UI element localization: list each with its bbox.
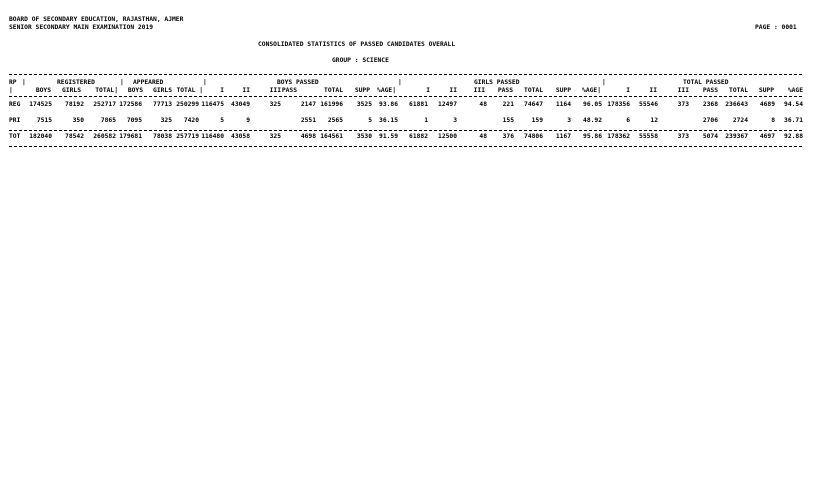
rule-top	[9, 74, 802, 75]
column-header: PASS	[702, 87, 718, 94]
table-cell: 12	[650, 117, 658, 124]
table-cell: 48	[479, 133, 487, 140]
column-header: GIRLS	[153, 87, 172, 94]
table-cell: 161996	[320, 101, 343, 108]
rule-mid	[9, 130, 802, 131]
table-cell: 178362	[607, 133, 630, 140]
table-cell: 95.86	[583, 133, 602, 140]
column-header: II	[449, 87, 457, 94]
table-cell: 48	[479, 101, 487, 108]
table-cell: 7865	[100, 117, 116, 124]
table-cell: 3	[567, 117, 571, 124]
column-header: %AGE|	[582, 87, 601, 94]
column-header: TOTAL	[324, 87, 343, 94]
column-header: TOTAL|	[95, 87, 118, 94]
column-header: III	[473, 87, 485, 94]
table-cell: 78038	[153, 133, 172, 140]
table-cell: 4697	[759, 133, 775, 140]
column-header: I	[626, 87, 630, 94]
table-cell: 6	[626, 117, 630, 124]
column-header: %AGE|	[377, 87, 396, 94]
table-cell: 61881	[409, 101, 428, 108]
table-cell: 2706	[702, 117, 718, 124]
table-cell: 373	[677, 101, 689, 108]
table-cell: 325	[160, 117, 172, 124]
column-header: III	[677, 87, 689, 94]
table-cell: 2565	[327, 117, 343, 124]
table-cell: 257719	[176, 133, 199, 140]
table-cell: 1	[424, 117, 428, 124]
table-cell: 2551	[300, 117, 316, 124]
bar-4: |	[398, 79, 402, 86]
table-cell: 78542	[65, 133, 84, 140]
table-cell: 236643	[725, 101, 748, 108]
table-cell: 7095	[126, 117, 142, 124]
row-label: TOT	[9, 133, 21, 140]
table-cell: 182040	[29, 133, 52, 140]
table-cell: 3525	[356, 101, 372, 108]
table-cell: 94.54	[784, 101, 803, 108]
total-passed-group: TOTAL PASSED	[683, 79, 729, 86]
table-cell: 221	[502, 101, 514, 108]
column-header: SUPP	[555, 87, 571, 94]
table-cell: 4698	[300, 133, 316, 140]
bar-5: |	[602, 79, 606, 86]
table-cell: 159	[531, 117, 543, 124]
table-cell: 8	[771, 117, 775, 124]
column-header: SUPP	[758, 87, 774, 94]
table-cell: 164561	[320, 133, 343, 140]
table-cell: 1167	[555, 133, 571, 140]
board-name: BOARD OF SECONDARY EDUCATION, RAJASTHAN, AJMER	[9, 16, 184, 23]
table-cell: 178356	[607, 101, 630, 108]
table-cell: 77713	[153, 101, 172, 108]
table-cell: 48.92	[583, 117, 602, 124]
table-cell: 116480	[201, 133, 224, 140]
column-header: II	[649, 87, 657, 94]
table-cell: 350	[72, 117, 84, 124]
table-cell: 250299	[176, 101, 199, 108]
table-cell: 116475	[201, 101, 224, 108]
column-header: GIRLS	[62, 87, 81, 94]
table-cell: 92.88	[784, 133, 803, 140]
table-cell: 325	[269, 133, 281, 140]
table-cell: 93.86	[379, 101, 398, 108]
table-cell: 2724	[732, 117, 748, 124]
table-cell: 325	[269, 101, 281, 108]
column-header: III	[269, 87, 281, 94]
table-cell: 4689	[759, 101, 775, 108]
appeared-group: APPEARED	[133, 79, 164, 86]
group-label: GROUP : SCIENCE	[332, 57, 389, 64]
table-cell: 74647	[524, 101, 543, 108]
table-cell: 5	[368, 117, 372, 124]
table-cell: 5074	[702, 133, 718, 140]
bar-3: |	[203, 79, 207, 86]
exam-name: SENIOR SECONDARY MAIN EXAMINATION 2019	[9, 24, 154, 31]
table-cell: 9	[246, 117, 250, 124]
table-cell: 55558	[639, 133, 658, 140]
table-cell: 1164	[555, 101, 571, 108]
table-cell: 172586	[119, 101, 142, 108]
table-cell: 2147	[300, 101, 316, 108]
table-cell: 12497	[438, 101, 457, 108]
table-cell: 7515	[36, 117, 52, 124]
table-cell: 12500	[438, 133, 457, 140]
table-cell: 239367	[725, 133, 748, 140]
column-header: I	[426, 87, 430, 94]
row-label: REG	[9, 101, 21, 108]
table-cell: 96.05	[583, 101, 602, 108]
column-header: TOTAL	[729, 87, 748, 94]
row-label: PRI	[9, 117, 21, 124]
table-cell: 174525	[29, 101, 52, 108]
column-header: II	[242, 87, 250, 94]
table-cell: 61882	[409, 133, 428, 140]
column-header: TOTAL |	[176, 87, 203, 94]
registered-group: REGISTERED	[57, 79, 95, 86]
table-cell: 155	[502, 117, 514, 124]
table-cell: 3530	[356, 133, 372, 140]
table-cell: 7420	[183, 117, 199, 124]
rule-bottom	[9, 146, 802, 147]
table-cell: 5	[220, 117, 224, 124]
rp-label: RP	[9, 79, 17, 86]
column-header: I	[220, 87, 224, 94]
table-cell: 91.59	[379, 133, 398, 140]
column-header: TOTAL	[524, 87, 543, 94]
boys-passed-group: BOYS PASSED	[277, 79, 319, 86]
table-cell: 78192	[65, 101, 84, 108]
table-cell: 55546	[639, 101, 658, 108]
girls-passed-group: GIRLS PASSED	[474, 79, 520, 86]
column-header: %AGE	[787, 87, 803, 94]
table-cell: 376	[502, 133, 514, 140]
column-header: PASS	[497, 87, 513, 94]
report-title: CONSOLIDATED STATISTICS OF PASSED CANDIDATES OVERALL	[258, 41, 456, 48]
table-cell: 36.15	[379, 117, 398, 124]
column-header: BOYS	[127, 87, 143, 94]
table-cell: 74806	[524, 133, 543, 140]
bar-2: |	[120, 79, 124, 86]
table-cell: 373	[677, 133, 689, 140]
column-header: SUPP	[354, 87, 370, 94]
table-cell: 260582	[93, 133, 116, 140]
table-cell: 36.71	[784, 117, 803, 124]
table-cell: 2368	[702, 101, 718, 108]
table-cell: 179681	[119, 133, 142, 140]
rule-header	[9, 96, 802, 97]
table-cell: 3	[453, 117, 457, 124]
column-header: BOYS	[35, 87, 51, 94]
page-number: PAGE : 0001	[755, 24, 797, 31]
table-cell: 43049	[231, 101, 250, 108]
table-cell: 252717	[93, 101, 116, 108]
column-header: PASS	[281, 87, 297, 94]
bar-6: |	[9, 87, 13, 94]
bar-1: |	[22, 79, 26, 86]
table-cell: 43058	[231, 133, 250, 140]
